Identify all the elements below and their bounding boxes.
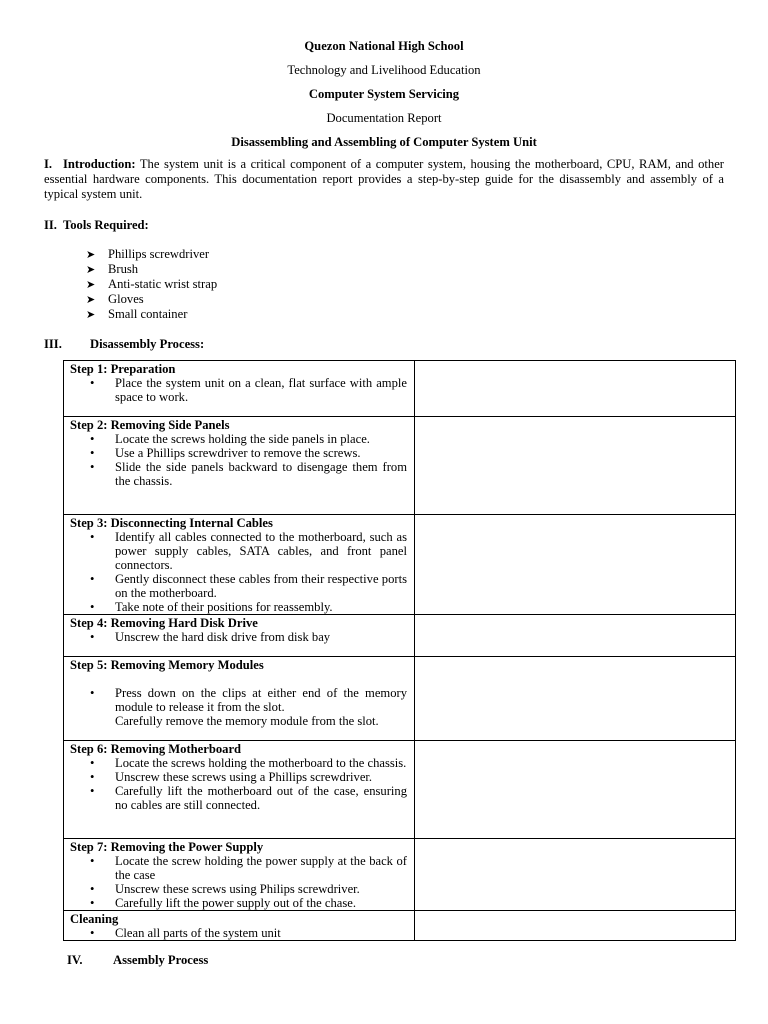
- section-number: IV.: [67, 953, 83, 967]
- bullet-icon: [90, 770, 94, 784]
- table-row: [64, 361, 736, 417]
- assembly-label: Assembly Process: [113, 953, 209, 967]
- report-type: Documentation Report: [326, 111, 442, 125]
- subject-name: Technology and Livelihood Education: [287, 63, 481, 77]
- bullet-icon: [90, 882, 94, 896]
- arrow-bullet-icon: ➤: [86, 309, 96, 321]
- bullet-icon: [90, 530, 94, 544]
- list-item: ➤ Phillips screwdriver: [86, 247, 210, 261]
- step-bullet: • Place the system unit on a clean, flat surface with ample space to work.: [70, 376, 407, 404]
- tools-label: Tools Required:: [63, 218, 149, 232]
- notes-cell: [415, 911, 736, 941]
- tools-heading: [44, 218, 149, 232]
- arrow-bullet-icon: ➤: [86, 279, 96, 291]
- notes-cell: [415, 839, 736, 911]
- course-name: Computer System Servicing: [308, 87, 460, 101]
- step-bullet: • Locate the screws holding the side panels in place.: [70, 432, 407, 446]
- step-cell: [64, 741, 415, 839]
- introduction-label: Introduction:: [63, 157, 136, 171]
- step-cell: [64, 657, 415, 741]
- introduction-section: [44, 157, 724, 202]
- step-cell: [64, 911, 415, 941]
- tools-list: [86, 247, 217, 322]
- list-item: ➤ Brush: [86, 262, 139, 276]
- table-row: [64, 911, 736, 941]
- assembly-heading: [67, 953, 208, 967]
- step-title: Step 7: Removing the Power Supply: [70, 840, 264, 854]
- bullet-icon: [90, 446, 94, 460]
- table-row: [64, 615, 736, 657]
- bullet-icon: [90, 756, 94, 770]
- step-continuation: Carefully remove the memory module from the slot.: [115, 714, 379, 728]
- bullet-icon: [90, 432, 94, 446]
- step-bullet: • Clean all parts of the system unit: [70, 926, 407, 940]
- step-cell: [64, 361, 415, 417]
- arrow-bullet-icon: ➤: [86, 264, 96, 276]
- step-bullet: • Gently disconnect these cables from their respective ports on the motherboard.: [70, 572, 407, 600]
- step-bullet: • Unscrew the hard disk drive from disk bay: [70, 630, 407, 644]
- step-bullet: • Unscrew these screws using a Phillips screwdriver.: [70, 770, 407, 784]
- notes-cell: [415, 615, 736, 657]
- step-bullet: • Slide the side panels backward to disengage them from the chassis.: [70, 460, 407, 488]
- bullet-icon: [90, 854, 94, 868]
- bullet-icon: [90, 630, 94, 644]
- step-title: Step 6: Removing Motherboard: [70, 742, 242, 756]
- table-row: [64, 417, 736, 515]
- step-title: Step 4: Removing Hard Disk Drive: [70, 616, 258, 630]
- notes-cell: [415, 515, 736, 615]
- bullet-icon: [90, 572, 94, 586]
- step-cell: [64, 417, 415, 515]
- notes-cell: [415, 657, 736, 741]
- disassembly-heading: [44, 337, 204, 351]
- table-row: [64, 657, 736, 741]
- bullet-icon: [90, 686, 94, 700]
- step-title: Cleaning: [70, 912, 119, 926]
- list-item: ➤ Gloves: [86, 292, 144, 306]
- step-bullet: • Press down on the clips at either end of the memory module to release it from the slot.: [70, 686, 407, 714]
- section-number: III.: [44, 337, 62, 351]
- disassembly-label: Disassembly Process:: [90, 337, 205, 351]
- step-bullet: • Identify all cables connected to the motherboard, such as power supply cables, SATA cables, and front panel connectors.: [70, 530, 407, 572]
- school-name: Quezon National High School: [304, 39, 464, 53]
- bullet-icon: [90, 926, 94, 940]
- notes-cell: [415, 417, 736, 515]
- notes-cell: [415, 741, 736, 839]
- step-title: Step 5: Removing Memory Modules: [70, 658, 264, 672]
- table-row: [64, 741, 736, 839]
- report-title: Disassembling and Assembling of Computer System Unit: [231, 135, 537, 149]
- step-bullet: • Take note of their positions for reassembly.: [70, 600, 407, 614]
- section-number: II.: [44, 218, 57, 232]
- section-number: I.: [44, 157, 53, 171]
- bullet-icon: [90, 784, 94, 798]
- notes-cell: [415, 361, 736, 417]
- step-bullet: • Locate the screws holding the motherboard to the chassis.: [70, 756, 407, 770]
- step-bullet: • Unscrew these screws using Philips screwdriver.: [70, 882, 407, 896]
- step-title: Step 1: Preparation: [70, 362, 176, 376]
- step-bullet: • Locate the screw holding the power supply at the back of the case: [70, 854, 407, 882]
- bullet-icon: [90, 896, 94, 910]
- list-item: ➤ Small container: [86, 307, 188, 321]
- bullet-icon: [90, 460, 94, 474]
- step-bullet: • Carefully lift the motherboard out of the case, ensuring no cables are still connected.: [70, 784, 407, 812]
- table-row: [64, 839, 736, 911]
- bullet-icon: [90, 600, 94, 614]
- introduction-text: The system unit is a critical component of a computer system, housing the motherboard, CPU, RAM, and other essential hardware components. This documentation report provides a step-by-step guide for the disassembly and assembly of a typical system unit.: [44, 157, 725, 201]
- step-cell: [64, 515, 415, 615]
- step-cell: [64, 839, 415, 911]
- step-bullet: • Use a Phillips screwdriver to remove the screws.: [70, 446, 407, 460]
- arrow-bullet-icon: ➤: [86, 249, 96, 261]
- step-title: Step 2: Removing Side Panels: [70, 418, 230, 432]
- list-item: ➤ Anti-static wrist strap: [86, 277, 218, 291]
- arrow-bullet-icon: ➤: [86, 294, 96, 306]
- step-bullet: • Carefully lift the power supply out of the chase.: [70, 896, 407, 910]
- step-cell: [64, 615, 415, 657]
- bullet-icon: [90, 376, 94, 390]
- step-title: Step 3: Disconnecting Internal Cables: [70, 516, 273, 530]
- disassembly-steps-table: [63, 360, 736, 941]
- table-row: [64, 515, 736, 615]
